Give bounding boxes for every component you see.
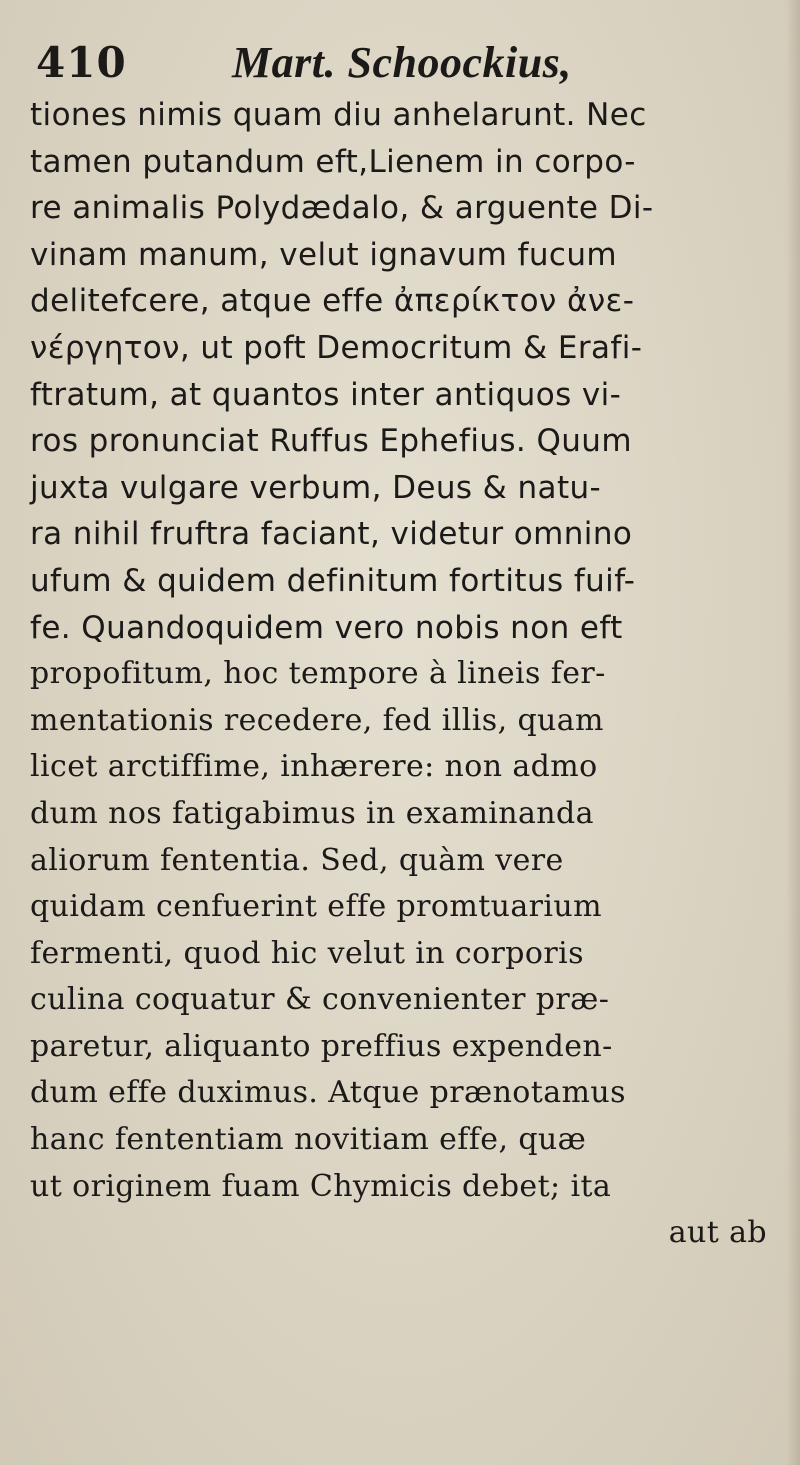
catchword: aut ab	[668, 1215, 767, 1251]
text-line: propofitum, hoc tempore à lineis fer-	[30, 656, 606, 692]
text-line: vinam manum, velut ignavum fucum	[30, 236, 617, 273]
text-line: tiones nimis quam diu anhelarunt. Nec	[30, 97, 647, 133]
text-line: hanc fententiam novitiam effe, quæ	[30, 1122, 587, 1158]
text-line: dum effe duximus. Atque prænotamus	[30, 1075, 626, 1111]
text-line: aliorum fententia. Sed, quàm vere	[30, 842, 564, 878]
text-line: mentationis recedere, fed illis, quam	[30, 702, 604, 738]
text-line: ut originem fuam Chymicis debet; ita	[30, 1168, 612, 1204]
text-line: ra nihil fruftra faciant, videtur omnino	[30, 516, 633, 553]
text-line: delitefcere, atque effe ἀπερίκτον ἀνε-	[30, 283, 635, 320]
text-line: ros pronunciat Ruffus Ephefius. Quum	[30, 423, 632, 460]
body-text	[30, 92, 775, 1257]
text-line: ftratum, at quantos inter antiquos vi-	[30, 376, 622, 413]
text-line: dum nos fatigabimus in examinanda	[30, 795, 594, 831]
text-line: ufum & quidem definitum fortitus fuif-	[30, 562, 636, 599]
text-line: re animalis Polydædalo, & arguente Di-	[30, 190, 654, 227]
text-line: juxta vulgare verbum, Deus & natu-	[30, 469, 602, 506]
text-line: νέργητον, ut poft Democritum & Erafi-	[30, 329, 643, 366]
text-line: fe. Quandoquidem vero nobis non eft	[30, 609, 623, 646]
text-line: tamen putandum eft,Lienem in corpo-	[30, 143, 636, 180]
text-line: licet arctiffime, inhærere: non admo	[30, 749, 598, 785]
text-line: culina coquatur & convenienter præ-	[30, 982, 610, 1018]
text-line: quidam cenfuerint effe promtuarium	[30, 889, 602, 925]
text-line: paretur, aliquanto preffius expenden-	[30, 1028, 613, 1064]
page-number: 410	[36, 38, 127, 87]
running-head: Mart. Schoockius,	[232, 38, 572, 87]
page-header	[32, 38, 772, 88]
text-line: fermenti, quod hic velut in corporis	[30, 935, 584, 971]
